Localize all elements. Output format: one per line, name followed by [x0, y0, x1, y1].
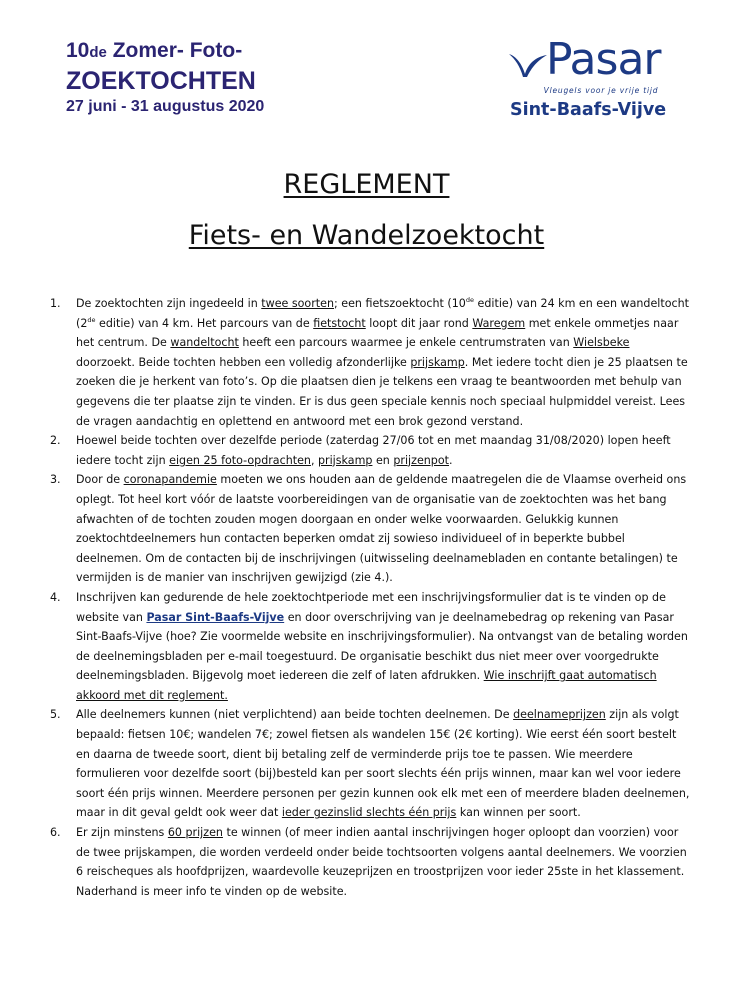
- text-run: . Met iedere tocht dien je 25 plaatsen te zoeken die je herkent van foto’s. Op die plaatsen dien je telkens een vraag te beantwoorden met behulp van gegevens die ter plaatse zijn te vinden. Er is dus geen speciale kennis noch speciaal hulpmiddel vereist. Lees de vragen aandachtig en oplettend en antwoord met een brok gezond verstand.: [76, 355, 688, 428]
- website-link[interactable]: Pasar Sint-Baafs-Vijve: [146, 610, 285, 624]
- text-run: .: [449, 453, 453, 467]
- underlined-text: prijskamp: [318, 453, 373, 467]
- text-run: zijn als volgt bepaald: fietsen 10€; wandelen 7€; zowel fietsen als wandelen 15€ (2€ korting). Wie eerst één soort bestelt en daarna de tweede soort, dient bij betaling zelf de verminderde prijs toe te passen. Wie meerdere formulieren voor dezelfde soort (bij)besteld kan per soort slechts één prijs winnen, maar kan wel voor iedere soort één prijs winnen. Meerdere personen per gezin kunnen ook elk met een of meerdere bladen deelnemen, maar in dit geval geldt ook weer dat: [76, 708, 690, 820]
- rule-number: 6.: [50, 826, 61, 840]
- text-run: te winnen (of meer indien aantal inschrijvingen hoger oploopt dan voorzien) voor de twee prijskampen, die worden verdeeld onder beide tochtsoorten volgens aantal deelnemers. We voorzien 6 reischeques als hoofdprijzen, waardevolle keuzeprijzen en troostprijzen voor ieder 25ste in het klassement. Naderhand is meer info te vinden op de website.: [76, 826, 687, 898]
- rule-item: [42, 470, 690, 588]
- text-run: loopt dit jaar rond: [365, 316, 473, 330]
- underlined-text: Waregem: [472, 316, 526, 330]
- logo-wordmark: Pasar: [546, 34, 661, 85]
- event-title-line1: [66, 38, 264, 66]
- rule-item: [42, 588, 690, 706]
- text-run: doorzoekt. Beide tochten hebben een volledig afzonderlijke: [76, 355, 411, 369]
- rule-text: [76, 294, 690, 431]
- underlined-text: eigen 25 foto-opdrachten: [169, 453, 311, 467]
- superscript: de: [87, 315, 96, 324]
- rule-number: 2.: [50, 434, 61, 448]
- rule-text: [76, 823, 690, 901]
- edition-suffix: de: [89, 44, 107, 61]
- underlined-text: coronapandemie: [123, 473, 217, 487]
- rule-item: [42, 705, 690, 823]
- text-run: De zoektochten zijn ingedeeld in: [76, 297, 262, 310]
- text-run: ; een fietszoektocht (10: [334, 297, 466, 310]
- rule-number: 4.: [50, 590, 61, 604]
- rule-number: 3.: [50, 473, 61, 487]
- rules-list: [42, 294, 690, 901]
- text-run: ,: [310, 453, 318, 467]
- text-run: moeten we ons houden aan de geldende maatregelen die de Vlaamse overheid ons oplegt. Tot heel kort vóór de laatste voorbereidingen van de organisatie van de zoektochten was het bang afwachten of de tochten zouden mogen doorgaan en onder welke voorwaarden. Gelukkig kunnen zoektochtdeelnemers hun contacten beperken omdat zij sowieso individueel of in beperkte bubbel deelnemen. Om de contacten bij de inschrijvingen (uitwisseling deelnamebladen en contante betalingen) te vermijden is de manier van inschrijven gewijzigd (zie 4.).: [76, 473, 687, 585]
- event-title-line2: ZOEKTOCHTEN: [66, 67, 256, 95]
- event-title-rest: Zomer- Foto-: [106, 39, 243, 62]
- rule-text: [76, 431, 690, 470]
- rule-text: [76, 588, 690, 706]
- underlined-text: twee soorten: [261, 297, 334, 310]
- logo-place: Sint-Baafs-Vijve: [510, 100, 667, 120]
- rule-item: [42, 294, 690, 431]
- text-run: heeft een parcours waarmee je enkele centrumstraten van: [238, 336, 574, 350]
- text-run: kan winnen per soort.: [456, 806, 581, 820]
- rule-number: 5.: [50, 708, 61, 722]
- text-run: Er zijn minstens: [76, 826, 168, 840]
- underlined-text: Wie inschrijft gaat automatisch akkoord met dit reglement.: [76, 669, 657, 702]
- text-run: editie) van 24 km en een wandeltocht (2: [76, 297, 689, 330]
- text-run: en: [372, 453, 394, 467]
- edition-number: 10: [66, 39, 90, 62]
- pasar-logo: [506, 34, 676, 130]
- wing-logo-icon: [508, 52, 548, 83]
- text-run: editie) van 4 km. Het parcours van de: [95, 316, 314, 330]
- logo-tagline: Vleugels voor je vrije tijd: [543, 86, 659, 95]
- text-run: Alle deelnemers kunnen (niet verplichtend) aan beide tochten deelnemen. De: [76, 708, 514, 722]
- rule-item: [42, 431, 690, 470]
- text-run: Door de: [76, 473, 124, 487]
- underlined-text: Wielsbeke: [573, 336, 630, 350]
- underlined-text: deelnameprijzen: [513, 708, 606, 722]
- underlined-text: wandeltocht: [170, 336, 239, 350]
- document-subtitle: Fiets- en Wandelzoektocht: [188, 220, 545, 251]
- event-header: [66, 38, 264, 118]
- rule-number: 1.: [50, 297, 61, 310]
- underlined-text: 60 prijzen: [167, 826, 223, 840]
- rule-text: [76, 470, 690, 588]
- text-run: Hoewel beide tochten over dezelfde periode (zaterdag 27/06 tot en met maandag 31/08/2020) lopen heeft iedere tocht zijn: [76, 434, 671, 467]
- rule-item: [42, 823, 690, 901]
- underlined-text: ieder gezinslid slechts één prijs: [281, 806, 457, 820]
- underlined-text: prijzenpot: [393, 453, 449, 467]
- underlined-text: prijskamp: [410, 355, 465, 369]
- text-run: met enkele ommetjes naar het centrum. De: [76, 316, 679, 350]
- superscript: de: [465, 296, 474, 304]
- underlined-text: fietstocht: [313, 316, 366, 330]
- rule-text: [76, 705, 690, 823]
- event-dates: 27 juni - 31 augustus 2020: [66, 98, 265, 115]
- text-run: Inschrijven kan gedurende de hele zoektochtperiode met een inschrijvingsformulier dat is te vinden op de website van: [76, 590, 666, 624]
- text-run: en door overschrijving van je deelnamebedrag op rekening van Pasar Sint-Baafs-Vijve (hoe? Zie voormelde website en inschrijvingsformulier). Na ontvangst van de betaling worden de deelnemingsbladen per e-mail toegestuurd. De organisatie beschikt dus niet meer over voorgedrukte deelnemingsbladen. Bijgevolg moet iedereen die zelf of laten afdrukken.: [76, 610, 688, 683]
- document-title: REGLEMENT: [283, 169, 450, 200]
